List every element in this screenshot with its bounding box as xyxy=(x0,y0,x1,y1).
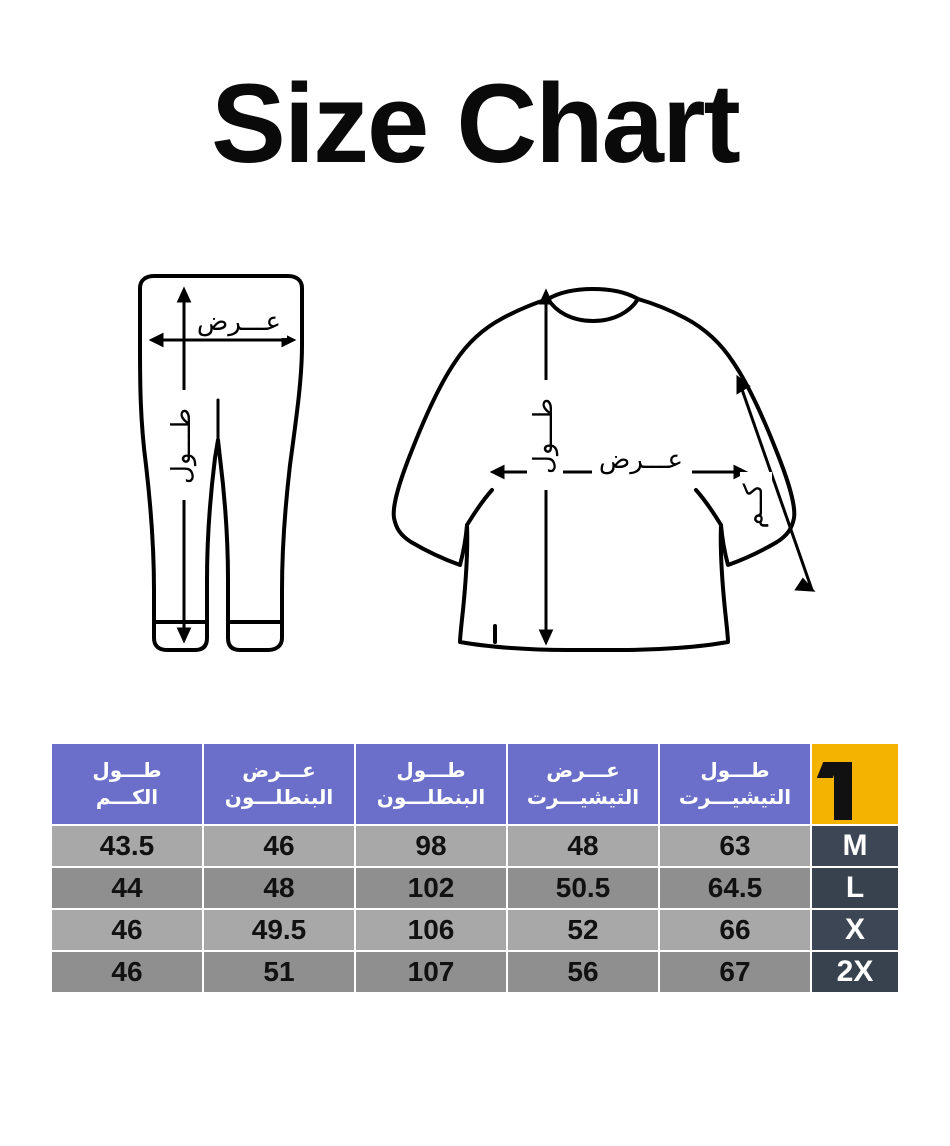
column-header-sleeve-length xyxy=(52,744,202,824)
cell-shirt-width: 52 xyxy=(508,910,658,950)
cell-size-label: X xyxy=(812,910,898,950)
header-line-1: طـــول xyxy=(396,758,466,782)
size-table-container xyxy=(50,742,900,994)
header-line-1: عـــرض xyxy=(546,758,620,782)
cell-size-label: L xyxy=(812,868,898,908)
size-table-body xyxy=(52,826,898,992)
header-line-1: طـــول xyxy=(92,758,162,782)
cell-shirt-width: 50.5 xyxy=(508,868,658,908)
logo-bar-shape xyxy=(834,762,852,820)
column-header-shirt-length xyxy=(660,744,810,824)
cell-shirt-length: 66 xyxy=(660,910,810,950)
cell-shirt-length: 63 xyxy=(660,826,810,866)
header-line-2: البنطلـــون xyxy=(376,785,486,809)
svg-text:طـــول: طـــول xyxy=(529,398,559,474)
cell-pants-length: 106 xyxy=(356,910,506,950)
header-line-1: طـــول xyxy=(700,758,770,782)
header-line-1: عـــرض xyxy=(242,758,316,782)
size-table-header xyxy=(52,744,898,824)
svg-text:عـــرض: عـــرض xyxy=(598,445,684,475)
cell-sleeve-length: 46 xyxy=(52,910,202,950)
cell-sleeve-length: 44 xyxy=(52,868,202,908)
header-line-2: البنطلـــون xyxy=(224,785,334,809)
page-title: Size Chart xyxy=(211,61,739,186)
cell-sleeve-length: 46 xyxy=(52,952,202,992)
cell-sleeve-length: 43.5 xyxy=(52,826,202,866)
size-table xyxy=(50,742,900,994)
cell-pants-width: 51 xyxy=(204,952,354,992)
cell-pants-length: 102 xyxy=(356,868,506,908)
header-row xyxy=(52,744,898,824)
header-line-2: التيشيـــرت xyxy=(526,785,640,809)
cell-pants-length: 98 xyxy=(356,826,506,866)
brand-logo xyxy=(812,744,898,824)
cell-size-label: M xyxy=(812,826,898,866)
column-header-pants-length xyxy=(356,744,506,824)
table-row xyxy=(52,952,898,992)
svg-text:كــم: كــم xyxy=(739,483,769,529)
cell-pants-length: 107 xyxy=(356,952,506,992)
table-row xyxy=(52,868,898,908)
cell-pants-width: 46 xyxy=(204,826,354,866)
cell-shirt-width: 56 xyxy=(508,952,658,992)
logo-mark xyxy=(824,752,854,814)
cell-shirt-width: 48 xyxy=(508,826,658,866)
header-line-2: التيشيـــرت xyxy=(678,785,792,809)
cell-pants-width: 49.5 xyxy=(204,910,354,950)
cell-shirt-length: 67 xyxy=(660,952,810,992)
cell-size-label: 2X xyxy=(812,952,898,992)
column-header-shirt-width xyxy=(508,744,658,824)
svg-text:عـــرض: عـــرض xyxy=(196,307,282,337)
column-header-pants-width xyxy=(204,744,354,824)
svg-text:طـــول: طـــول xyxy=(167,408,197,484)
table-row xyxy=(52,826,898,866)
garment-illustrations xyxy=(0,250,950,690)
cell-pants-width: 48 xyxy=(204,868,354,908)
table-row xyxy=(52,910,898,950)
cell-shirt-length: 64.5 xyxy=(660,868,810,908)
header-line-2: الكـــم xyxy=(95,785,159,809)
